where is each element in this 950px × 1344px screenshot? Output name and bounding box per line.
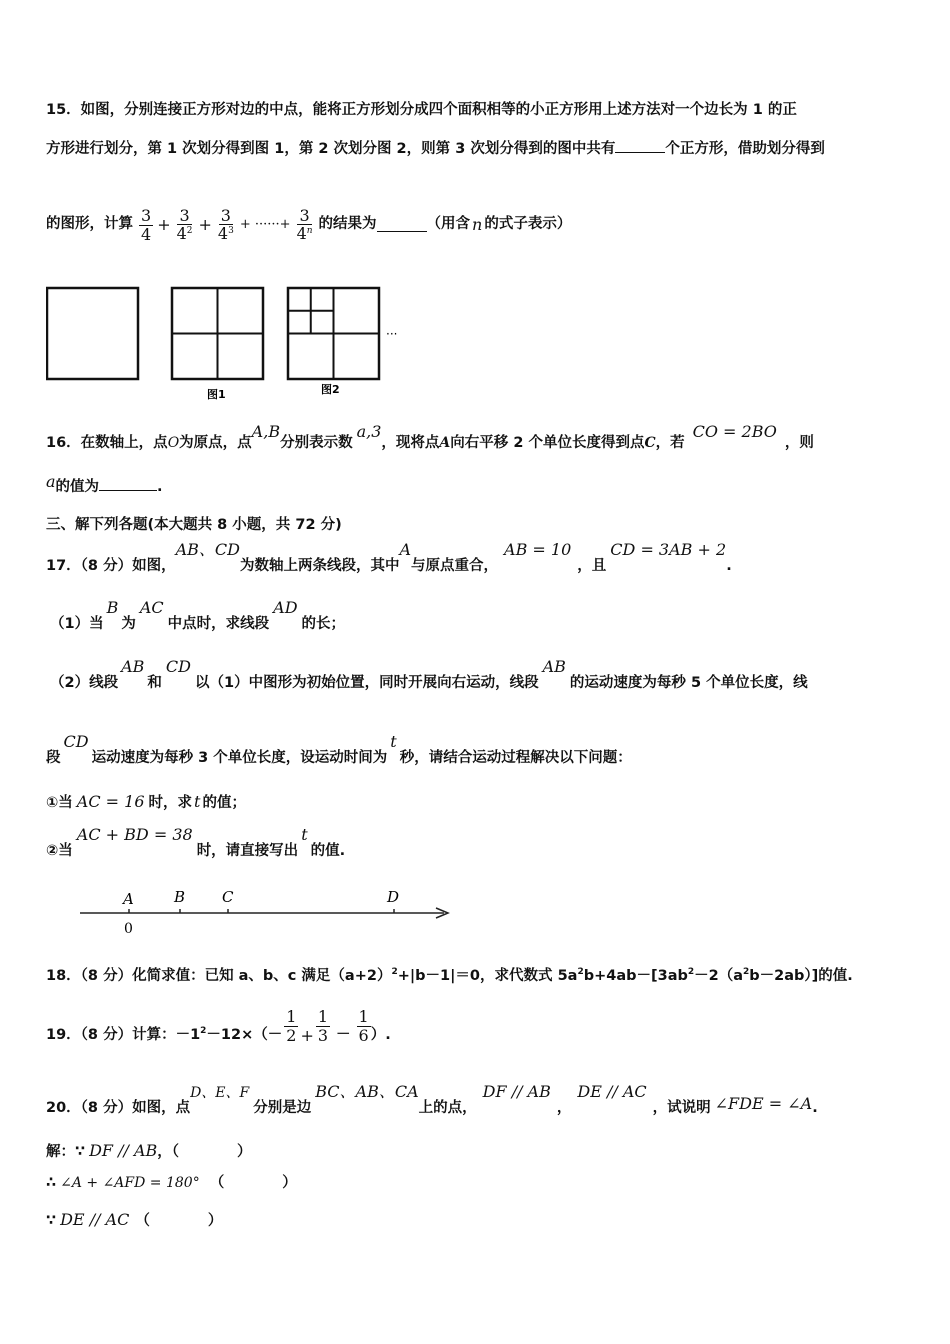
q17-p3-text-e: 秒，请结合运动过程解决以下问题：: [399, 750, 632, 766]
q20-text-c: 上的点，: [418, 1100, 477, 1116]
square-division-figures: [46, 286, 426, 402]
minus-sign: －: [336, 1027, 351, 1044]
segment-ab: AB: [121, 657, 145, 676]
point-b: B: [106, 598, 119, 617]
segment-cd: CD: [165, 657, 191, 676]
points-a-b: A,B: [251, 422, 281, 441]
q19-text-c: ）.: [370, 1027, 391, 1044]
var-t: t: [194, 792, 201, 811]
label-a: A: [123, 890, 134, 908]
q20-comma: ，: [556, 1100, 572, 1116]
q17-p2-text-c: 和: [147, 675, 162, 691]
plus-sign: +: [157, 215, 171, 235]
solution-l3-reason: （ ）: [135, 1213, 223, 1229]
points-d-e-f: D、E、F: [190, 1085, 250, 1101]
solution-l2-text-a: ∴: [46, 1175, 57, 1191]
solution-line-3: [46, 1210, 222, 1230]
q20-text-d: ，试说明: [652, 1100, 711, 1116]
q17-s1-text-e: 的值；: [202, 795, 246, 811]
point-o: O: [167, 435, 180, 451]
q15-answer-blank-1[interactable]: [615, 140, 665, 153]
q18-sup-3: 2: [687, 967, 695, 977]
solution-l2-eq: ∠A + ∠AFD = 180°: [60, 1175, 200, 1191]
point-a: A: [399, 540, 412, 559]
q18-text-b: +|b－1|＝0，求代数式 5a: [397, 968, 578, 984]
figure-2: [288, 288, 379, 379]
q16-text-a: 16．在数轴上，点: [46, 435, 168, 451]
equation-cd-3ab-2: CD = 3AB + 2: [610, 540, 727, 559]
q18-sup-1: 2: [391, 967, 398, 977]
q16-text-c: 分别表示数: [280, 435, 353, 451]
q17-p1-text-a: （1）当: [50, 616, 104, 632]
label-d: D: [387, 888, 400, 906]
ellipsis-sum: + ······+: [239, 217, 291, 233]
plus-sign: +: [198, 215, 212, 235]
q17-sub1: [46, 792, 246, 812]
q17-part2-line1: [50, 657, 808, 691]
point-c: C: [644, 435, 656, 451]
q15-line1: 15．如图，分别连接正方形对边的中点，能将正方形划分成四个面积相等的小正方形用上述方法对一个边长为 1 的正: [46, 102, 797, 118]
q19-text-b: －12×（－: [206, 1027, 283, 1044]
q18-sup-4: 2: [743, 967, 750, 977]
fraction-3-over-4: $\frac{3}{4}$: [141, 205, 152, 244]
q17-text-c: 与原点重合，: [411, 558, 499, 574]
q19-sup: 2: [200, 1026, 207, 1037]
q15-line3-text-b: 的结果为: [318, 216, 377, 233]
solution-l2-reason: （ ）: [209, 1175, 297, 1191]
fraction-1-over-2: $\frac{1}{2}$: [286, 1006, 297, 1045]
figure-1: [172, 288, 263, 379]
q17-s2-text-c: 时，请直接写出: [196, 843, 299, 859]
q17-s2-text-a: ②当: [46, 843, 73, 859]
q15-line3-text-d: 的式子表示）: [484, 216, 572, 233]
var-n: n: [472, 215, 483, 235]
label-c: C: [222, 888, 234, 906]
solution-l3-text-a: ∵: [46, 1213, 57, 1229]
q17-s2-text-e: 的值.: [310, 843, 346, 859]
q19-text-a: 19．（8 分）计算：－1: [46, 1027, 201, 1044]
q17-p1-text-e: 中点时，求线段: [167, 616, 270, 632]
section-3-heading: 三、解下列各题(本大题共 8 小题，共 72 分): [46, 517, 342, 533]
q15-line2-text-b: 个正方形，借助划分得到: [665, 141, 825, 157]
solution-l3-eq: DE // AC: [60, 1210, 130, 1229]
segment-ac: AC: [139, 598, 164, 617]
q15-line3-text-c: （用含: [426, 216, 471, 233]
solution-line-2: [46, 1175, 297, 1192]
q16-text-e: 向右平移 2 个单位长度得到点: [450, 435, 645, 451]
var-a: a: [46, 472, 56, 491]
q17-p1-text-c: 为: [121, 616, 136, 632]
q20-line: [46, 1082, 818, 1116]
q18-sup-2: 2: [577, 967, 584, 977]
q20-text-b: 分别是边: [253, 1100, 312, 1116]
fraction-1-over-6: $\frac{1}{6}$: [358, 1006, 369, 1045]
var-t: t: [390, 732, 397, 751]
q17-part1: [50, 598, 345, 632]
q15-line3: [46, 200, 571, 250]
q15-line2-text-a: 方形进行划分，第 1 次划分得到图 1，第 2 次划分图 2，则第 3 次划分得到的图中共有: [46, 141, 616, 157]
q18-text-a: 18．（8 分）化简求值：已知 a、b、c 满足（a+2）: [46, 968, 392, 984]
equation-df-parallel-ab: DF // AB: [482, 1082, 551, 1101]
q15-line3-text-a: 的图形，计算: [46, 216, 133, 233]
solution-l1-reason: ，（ ）: [157, 1144, 252, 1160]
q18-text-d: －2（a: [694, 968, 744, 984]
segment-ab: AB: [542, 657, 566, 676]
equation-angle-fde-a: ∠FDE = ∠A: [714, 1094, 813, 1113]
segment-cd: CD: [63, 732, 89, 751]
q16-line2: [46, 472, 163, 496]
number-line-figure: [76, 880, 460, 940]
label-zero: 0: [124, 921, 133, 937]
q16-line2-end: .: [157, 479, 163, 495]
q16-line1: [46, 422, 814, 452]
q17-p2-text-e: 以（1）中图形为初始位置，同时开展向右运动，线段: [194, 675, 539, 691]
segment-ad: AD: [273, 598, 298, 617]
label-b: B: [174, 888, 186, 906]
figure-0-square: [47, 288, 138, 379]
q19-line: [46, 1004, 391, 1048]
figure-2-label: 图2: [321, 383, 340, 396]
q20-text-a: 20．（8 分）如图，点: [46, 1100, 191, 1116]
solution-l1-text-a: 解：∵: [46, 1144, 86, 1160]
figure-ellipsis: ···: [386, 327, 398, 341]
q16-text-g: ，则: [784, 435, 814, 451]
q17-part2-line2: [46, 732, 632, 766]
fraction-3-over-4-pow-n: $\frac{3}{4^n}$: [296, 205, 313, 244]
q16-text-b: 为原点，点: [179, 435, 252, 451]
q17-s1-text-c: 时，求: [148, 795, 193, 811]
equation-ac-16: AC = 16: [76, 792, 145, 811]
figure-1-label: 图1: [207, 388, 226, 401]
q17-line1: [46, 540, 732, 574]
plus-sign: +: [300, 1026, 314, 1046]
q17-p1-text-g: 的长；: [301, 616, 346, 632]
q16-text-d: ，现将点: [381, 435, 440, 451]
q17-text-b: 为数轴上两条线段，其中: [239, 558, 400, 574]
q16-line2-text: 的值为: [55, 479, 100, 495]
q17-p2-text-g: 的运动速度为每秒 5 个单位长度，线: [569, 675, 808, 691]
numbers-a-3: a,3: [356, 422, 382, 441]
solution-l1-eq: DF // AB: [89, 1141, 158, 1160]
sides-bc-ab-ca: BC、AB、CA: [315, 1082, 419, 1101]
q16-text-f: ，若: [655, 435, 685, 451]
equation-ac-bd-38: AC + BD = 38: [76, 825, 193, 844]
q17-text-e: .: [726, 558, 732, 574]
segments-ab-cd: AB、CD: [175, 540, 240, 559]
q18-text-e: b－2ab）]的值.: [749, 968, 853, 984]
fraction-1-over-3: $\frac{1}{3}$: [317, 1006, 329, 1045]
q16-answer-blank[interactable]: [99, 478, 157, 491]
q18-line: [46, 968, 853, 985]
q17-text-a: 17．（8 分）如图，: [46, 558, 176, 574]
q17-text-d: ，且: [577, 558, 607, 574]
fraction-3-over-4-squared: $\frac{3}{4^2}$: [176, 205, 193, 244]
q17-sub2: [46, 825, 345, 859]
equation-ab-10: AB = 10: [504, 540, 572, 559]
var-t: t: [301, 825, 308, 844]
equation-co-2bo: CO = 2BO: [692, 422, 777, 441]
q15-line2: [46, 140, 825, 158]
q20-text-e: .: [812, 1100, 818, 1116]
q17-p2-text-a: （2）线段: [50, 675, 119, 691]
fraction-3-over-4-cubed: $\frac{3}{4^3}$: [217, 205, 234, 244]
q17-p3-text-c: 运动速度为每秒 3 个单位长度，设运动时间为: [91, 750, 388, 766]
q15-answer-blank-2[interactable]: [377, 219, 427, 232]
point-a: A: [439, 435, 451, 451]
q18-text-c: b+4ab－[3ab: [583, 968, 688, 984]
q17-s1-text-a: ①当: [46, 795, 73, 811]
q17-p3-text-a: 段: [46, 750, 61, 766]
equation-de-parallel-ac: DE // AC: [577, 1082, 647, 1101]
q19-text-a-wrap: [46, 1027, 282, 1044]
solution-line-1: [46, 1141, 252, 1161]
